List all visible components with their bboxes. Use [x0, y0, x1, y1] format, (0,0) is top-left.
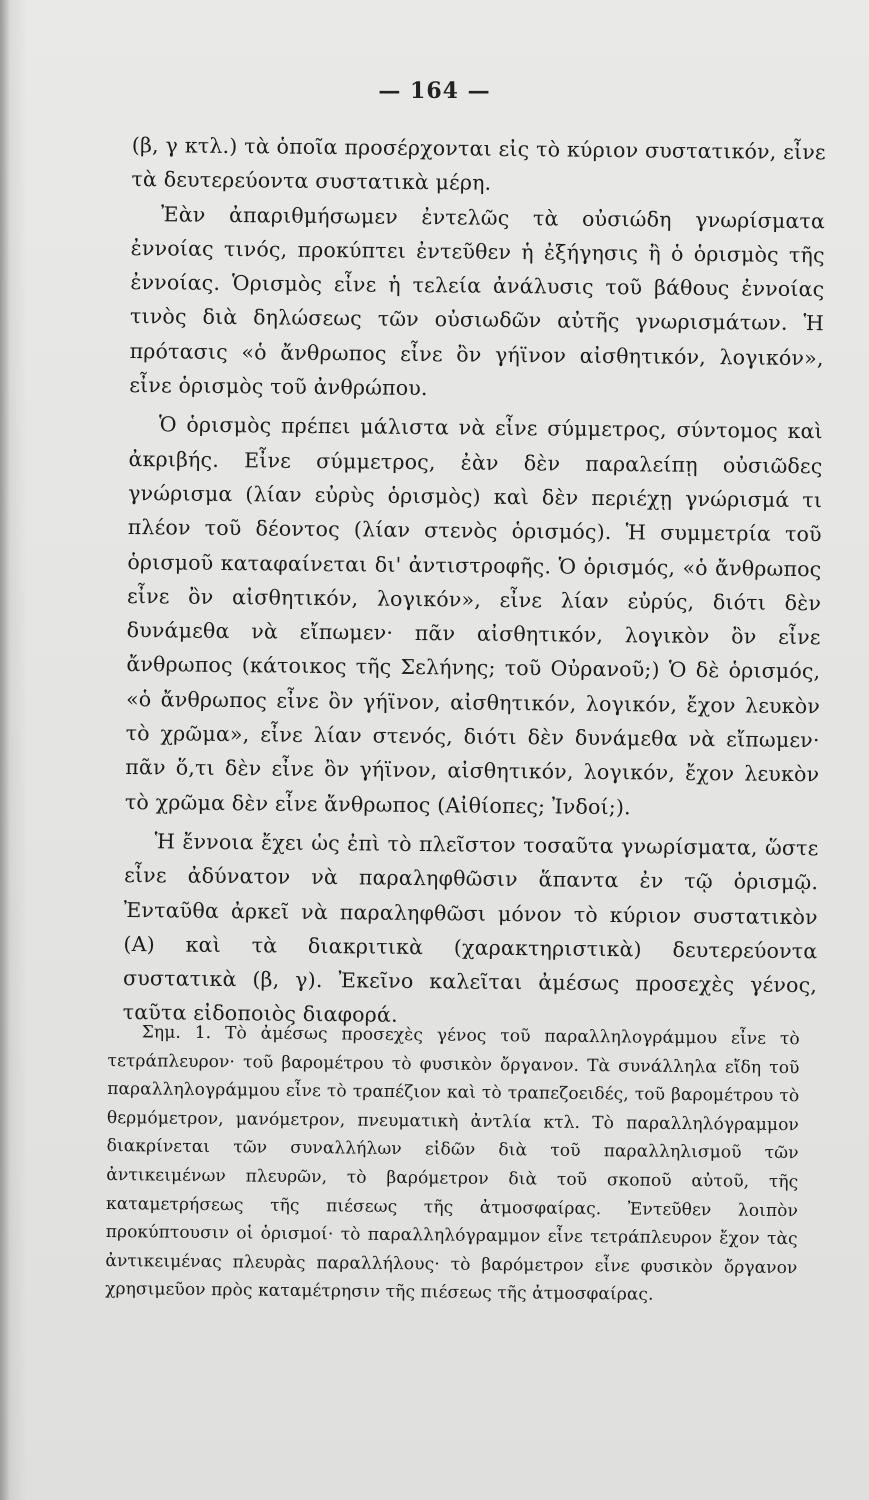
paragraph-symmetry: Ὁ ὁρισμὸς πρέπει μάλιστα νὰ εἶνε σύμμετρος, σύντομος καὶ ἀκριβής. Εἶνε σύμμετρος, ἐὰν δὲν παραλείπῃ οὐσιῶδες γνώρισμα (λίαν εὐρὺς ὁρισμὸς) καὶ δὲν περιέχῃ γνώρισμά τι πλέον τοῦ δέοντος (λίαν στενὸς ὁρισμός). Ἡ συμμετρία τοῦ ὁρισμοῦ καταφαίνεται δι' ἀντιστροφῆς. Ὁ ὁρισμός, «ὁ ἄνθρωπος εἶνε ὂν αἰσθητικόν, λογικόν», εἶνε λίαν εὐρύς, διότι δὲν δυνάμεθα νὰ εἴπωμεν· πᾶν αἰσθητικόν, λογικὸν ὂν εἶνε ἄνθρωπος (κάτοικος τῆς Σελήνης; τοῦ Οὐρανοῦ;) Ὁ δὲ ὁρισμός, «ὁ ἄνθρωπος εἶνε ὂν γήϊνον, αἰσθητικόν, λογικόν, ἔχον λευκὸν τὸ χρῶμα», εἶνε λίαν στενός, διότι δὲν δυνάμεθα νὰ εἴπωμεν· πᾶν ὅ,τι δὲν εἶνε ὂν γήϊνον, αἰσθητικόν, λογικόν, ἔχον λευκὸν τὸ χρῶμα δὲν εἶνε ἄνθρωπος (Αἰθίοπες; Ἰνδοί;). — [124, 412, 823, 819]
paragraph-definition: Ἐὰν ἀπαριθμήσωμεν ἐντελῶς τὰ οὐσιώδη γνωρίσματα ἐννοίας τινός, προκύπτει ἐντεῦθεν ἡ ἐξήγησις ἢ ὁ ὁρισμὸς τῆς ἐννοίας. Ὁρισμὸς εἶνε ἡ τελεία ἀνάλυσις τοῦ βάθους ἐννοίας τινὸς διὰ δηλώσεως τῶν οὐσιωδῶν αὐτῆς γνωρισμάτων. Ἡ πρότασις «ὁ ἄνθρωπος εἶνε ὂν γήϊνον αἰσθητικόν, λογικόν», εἶνε ὁρισμὸς τοῦ ἀνθρώπου. — [129, 201, 826, 401]
page-number: — 164 — — [378, 78, 491, 104]
spine-shadow — [0, 0, 10, 1500]
paragraph-genus-difference: Ἡ ἔννοια ἔχει ὡς ἐπὶ τὸ πλεῖστον τοσαῦτα γνωρίσματα, ὥστε εἶνε ἀδύνατον νὰ παραληφθῶσιν ἅπαντα ἐν τῷ ὁρισμῷ. Ἐνταῦθα ἀρκεῖ νὰ παραληφθῶσι μόνον τὸ κύριον συστατικὸν (Α) καὶ τὰ διακριτικὰ (χαρακτηριστικὰ) δευτερεύοντα συστατικὰ (β, γ). Ἐκεῖνο καλεῖται ἀμέσως προσεχὲς γένος, ταῦτα εἰδοποιὸς διαφορά. — [122, 829, 819, 1028]
paragraph-continuation: (β, γ κτλ.) τὰ ὁποῖα προσέρχονται εἰς τὸ κύριον συστατικόν, εἶνε τὰ δευτερεύοντα συστατικὰ μέρη. — [131, 132, 826, 196]
footnote-text: Σημ. 1. Τὸ ἀμέσως προσεχὲς γένος τοῦ παραλληλογράμμου εἶνε τὸ τετράπλευρον· τοῦ βαρομέτρου τὸ φυσικὸν ὄργανον. Τὰ συνάλληλα εἴδη τοῦ παραλληλογράμμου εἶνε τὸ τραπέζιον καὶ τὸ τραπεζοειδές, τοῦ βαρομέτρου τὸ θερμόμετρον, μανόμετρον, πνευματικὴ ἀντλία κτλ. Τὸ παραλληλόγραμμον διακρίνεται τῶν συναλλήλων εἰδῶν διὰ τοῦ παραλληλισμοῦ τῶν ἀντικειμένων πλευρῶν, τὸ βαρόμετρον διὰ τοῦ σκοποῦ αὐτοῦ, τῆς καταμετρήσεως τῆς πιέσεως τῆς ἀτμοσφαίρας. Ἐντεῦθεν λοιπὸν προκύπτουσιν οἱ ὁρισμοί· τὸ παραλληλόγραμμον εἶνε τετράπλευρον ἔχον τὰς ἀντικειμένας πλευρὰς παραλλήλους· τὸ βαρόμετρον εἶνε φυσικὸν ὄργανον χρησιμεῦον πρὸς καταμέτρησιν τῆς πιέσεως τῆς ἀτμοσφαίρας. — [105, 1022, 800, 1306]
footnote — [105, 1018, 800, 1311]
main-text — [123, 128, 826, 1037]
